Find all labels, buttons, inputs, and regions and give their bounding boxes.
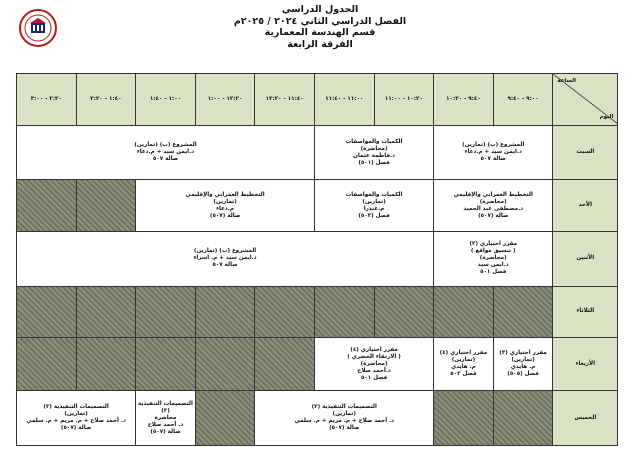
class-line: د.ايمن سيد + م.دعاء [464, 149, 522, 156]
class-line: فصل (٥٠٣) [358, 212, 390, 219]
empty-slot [195, 286, 255, 337]
class-line: صالة ٥٠٧ [212, 262, 238, 269]
time-slot: ١٠:٢٠ - ١١:٠٠ [374, 74, 434, 126]
day-row [17, 126, 618, 179]
class-line: د. أحمد صلاح [147, 421, 184, 428]
class-cell [136, 179, 315, 231]
class-line: التصميمات التنفيذية (٣) [311, 404, 377, 411]
class-line: فصل ٥٠١ [480, 269, 507, 276]
class-line: (محاضرة) [360, 145, 388, 152]
day-row [17, 286, 618, 337]
day-label: الأحد [553, 179, 618, 231]
class-cell [314, 126, 433, 179]
class-line: (٣) [161, 407, 170, 414]
day-label: السبت [553, 126, 618, 179]
class-cell [314, 338, 433, 391]
corner-day-label: اليوم [599, 114, 614, 121]
class-line: مقرر اختياري (٤) [350, 346, 398, 353]
time-slot: ١١:٤٠ - ١٢:٢٠ [255, 74, 315, 126]
empty-slot [136, 338, 196, 391]
class-cell [17, 232, 434, 286]
empty-slot [195, 391, 255, 446]
empty-slot [17, 286, 77, 337]
class-line: صالة (٥٠٧) [60, 425, 92, 432]
time-header-row [17, 74, 618, 126]
empty-slot [76, 286, 136, 337]
class-line: التخطيط العمراني والإقليمي [453, 191, 533, 198]
class-line: المشروع (ب) (تمارين) [193, 248, 257, 255]
class-line: فصل ٥٠١ [360, 374, 388, 381]
class-line: (تمارين) [511, 357, 535, 364]
class-line: د.ايمن سيد [477, 262, 509, 269]
class-cell [493, 338, 553, 391]
empty-slot [255, 338, 315, 391]
empty-slot [195, 338, 255, 391]
header-year: الفرقة الرابعة [287, 38, 353, 50]
class-line: صالة (٥٠٧) [329, 425, 360, 432]
class-line: (تمارين) [362, 198, 386, 205]
empty-slot [136, 286, 196, 337]
class-cell [17, 126, 315, 179]
header-department: قسم الهندسة المعمارية [264, 27, 376, 38]
empty-slot [17, 338, 77, 391]
day-label: الأثنين [553, 232, 618, 286]
class-cell [434, 179, 553, 231]
empty-slot [434, 286, 494, 337]
class-cell [434, 126, 553, 179]
corner-time-label: الساعة [557, 78, 577, 84]
class-line: (محاضرة) [479, 255, 507, 262]
class-line: مقرر اختياري (٣) [469, 241, 518, 248]
class-line: د. أحمد صلاح + م. مريم + م. سلمي [26, 418, 126, 425]
day-row [17, 391, 618, 446]
class-line: (تمارين) [64, 411, 88, 418]
header-semester: الفصل الدراسي الثاني ٢٠٢٤ / ٢٠٢٥م [233, 15, 407, 27]
class-line: د. أحمد صلاح + م. مريم + م. سلمي [294, 418, 395, 425]
class-line: صالة (٥٠٧) [209, 212, 241, 219]
class-cell [314, 179, 433, 231]
class-line: صالة (٥٠٧) [150, 428, 181, 435]
class-line: فصل (٥٠٥) [507, 371, 539, 378]
class-line: د.أحمد صلاح [357, 367, 391, 374]
class-cell [136, 391, 196, 446]
class-line: د.ايمن سيد + م.دعاء [136, 149, 195, 156]
day-label: الأربعاء [553, 338, 618, 391]
class-line: المشروع (ب) (تمارين) [134, 142, 197, 149]
time-slot: ٩:٤٠ - ١٠:٢٠ [434, 74, 494, 126]
class-cell [17, 391, 136, 446]
class-line: مقرر اختياري (٣) [499, 350, 547, 357]
class-cell [434, 232, 553, 286]
time-slot: ١:٤٠ - ٢:٢٠ [76, 74, 136, 126]
empty-slot [255, 286, 315, 337]
class-line: م.دعاء [216, 205, 235, 212]
time-slot: ١٢:٢٠ - ١:٠٠ [195, 74, 255, 126]
schedule-table [16, 73, 618, 446]
empty-slot [434, 391, 494, 446]
class-line: صالة (٥٠٧) [478, 212, 509, 219]
class-line: التصميمات التنفيذية (٣) [43, 404, 109, 411]
class-line: فصل (٥٠١) [358, 159, 390, 166]
class-line: (تمارين) [451, 357, 476, 364]
empty-slot [76, 179, 136, 231]
class-cell [434, 338, 494, 391]
class-line: ( الارتقاء الحضري ) [347, 353, 401, 360]
class-line: ( تنسيق مواقع ) [470, 248, 516, 255]
day-label: الخميس [553, 391, 618, 446]
class-line: (تمارين) [332, 411, 356, 418]
empty-slot [76, 338, 136, 391]
empty-slot [493, 391, 553, 446]
class-line: صالة ٥٠٧ [480, 156, 506, 163]
header-title: الجدول الدراسي [281, 4, 359, 15]
time-slot: ٩:٠٠ - ٩:٤٠ [493, 74, 553, 126]
class-line: م.غندرا [363, 205, 385, 212]
class-line: الكميات والمواصفات [345, 138, 403, 145]
time-slot: ٢:٢٠ - ٣:٠٠ [17, 74, 77, 126]
time-slot: ١:٠٠ - ١:٤٠ [136, 74, 196, 126]
class-line: د.مصطفى عبد الحميد [463, 205, 524, 212]
class-line: صالة ٥٠٧ [152, 156, 179, 163]
class-line: م. هايدي [510, 364, 536, 371]
class-line: د.ايمن سيد + م. اسراء [193, 255, 257, 262]
day-row [17, 232, 618, 286]
empty-slot [314, 286, 374, 337]
empty-slot [493, 286, 553, 337]
corner-cell [553, 74, 618, 126]
empty-slot [374, 286, 434, 337]
empty-slot [17, 179, 77, 231]
time-slot: ١١:٠٠ - ١١:٤٠ [314, 74, 374, 126]
class-line: (محاضرة) [360, 360, 388, 367]
class-line: محاضرة [154, 414, 177, 421]
class-line: (محاضرة) [479, 198, 507, 205]
class-cell [255, 391, 434, 446]
class-line: مقرر اختياري (٤) [439, 350, 488, 357]
class-line: م. هايدي [451, 364, 476, 371]
day-label: الثلاثاء [553, 286, 618, 337]
class-line: د.فاطمة عثمان [353, 152, 395, 159]
class-line: المشروع (ب) (تمارين) [462, 142, 525, 149]
day-row [17, 179, 618, 231]
class-line: التصميمات التنفيذية [138, 400, 193, 407]
class-line: التخطيط العمراني والإقليمي [185, 191, 265, 198]
class-line: الكميات والمواصفات [345, 191, 403, 198]
class-line: (تمارين) [213, 198, 237, 205]
class-line: فصل ٥٠٣ [450, 371, 477, 378]
day-row [17, 338, 618, 391]
page-header [0, 4, 640, 50]
